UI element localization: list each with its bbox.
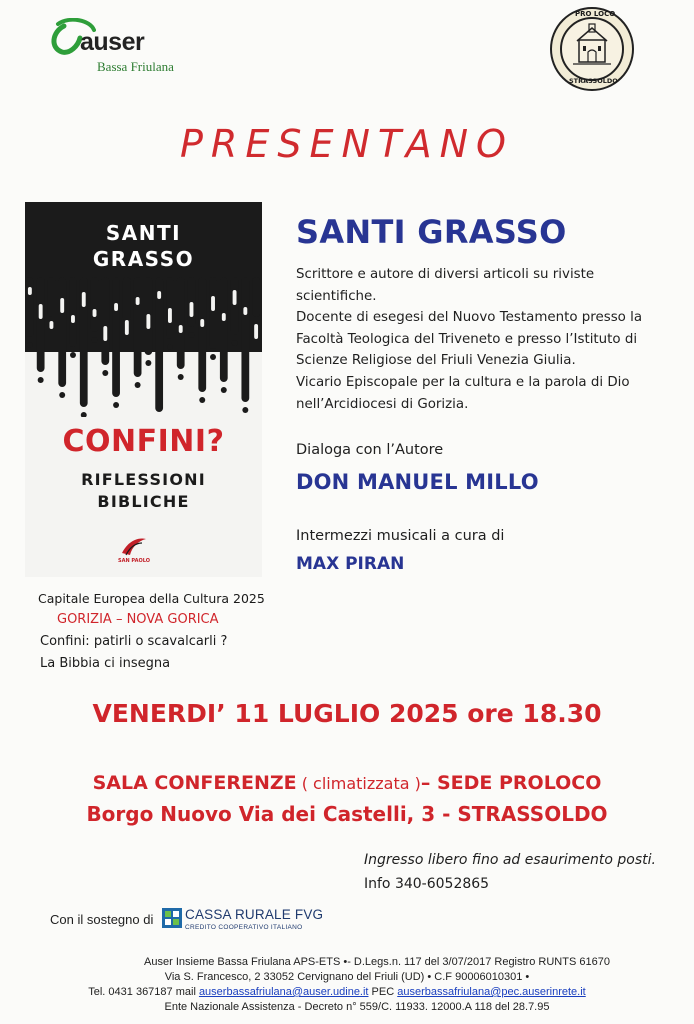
musician-name: MAX PIRAN: [296, 554, 405, 574]
drip-highlight: [136, 297, 140, 305]
caption-line4: La Bibbia ci insegna: [40, 656, 171, 671]
san-paolo-logo-icon: [120, 535, 148, 557]
drip-bar: [241, 277, 249, 402]
venue-place: – SEDE PROLOCO: [420, 772, 602, 794]
proloco-bottom-text: STRASSOLDO: [569, 77, 618, 85]
drip-dot: [38, 377, 44, 383]
drip-bar: [26, 277, 34, 337]
caption-line2: GORIZIA – NOVA GORICA: [57, 612, 219, 627]
drip-dot: [59, 392, 65, 398]
drip-bar: [48, 277, 56, 317]
speaker-name: SANTI GRASSO: [296, 213, 567, 251]
drip-dot: [210, 354, 216, 360]
venue-note: ( climatizzata ): [296, 774, 421, 793]
drip-dot: [92, 337, 98, 343]
drip-dot: [199, 397, 205, 403]
drip-highlight: [233, 290, 237, 305]
drip-bar: [220, 277, 228, 382]
dialoga-label: Dialoga con l’Autore: [296, 442, 444, 458]
auser-name: auser: [80, 28, 145, 56]
drip-highlight: [60, 298, 64, 313]
footer-phone: Tel. 0431 367187 mail: [88, 986, 199, 998]
drip-highlight: [39, 304, 43, 319]
speaker-bio-line: Vicario Episcopale per la cultura e la parola di Dio: [296, 374, 630, 390]
drip-highlight: [146, 314, 150, 329]
event-venue: [0, 772, 694, 794]
venue-name: SALA CONFERENZE: [92, 772, 297, 794]
drip-bar: [252, 277, 260, 317]
footer-line2: Via S. Francesco, 2 33052 Cervignano del Friuli (UD) • C.F 90006010301 •: [164, 971, 530, 983]
drip-dot: [113, 402, 119, 408]
book-author-line1: SANTI: [105, 221, 182, 245]
speaker-bio-line: Docente di esegesi del Nuovo Testamento presso la: [296, 310, 643, 326]
drip-highlight: [243, 307, 247, 315]
entry-note: Ingresso libero fino ad esaurimento posti.: [364, 852, 656, 868]
drip-highlight: [125, 320, 129, 335]
drip-dot: [145, 360, 151, 366]
proloco-seal: [549, 6, 635, 92]
drip-highlight: [222, 313, 226, 321]
footer-line3: [0, 986, 684, 998]
event-address: Borgo Nuovo Via dei Castelli, 3 - STRASSOLDO: [86, 802, 608, 826]
speaker-bio-line: nell’Arcidiocesi di Gorizia.: [296, 396, 469, 412]
book-publisher: SAN PAOLO: [118, 558, 150, 564]
moderator-name: DON MANUEL MILLO: [296, 470, 539, 494]
drip-dot: [135, 382, 141, 388]
drip-bar: [123, 277, 131, 322]
drip-dot: [178, 374, 184, 380]
drip-highlight: [200, 319, 204, 327]
caption-line3: Confini: patirli o scavalcarli ?: [40, 634, 228, 649]
proloco-top-text: PRO LOCO: [575, 10, 616, 18]
sponsor-name: CASSA RURALE FVG: [185, 907, 324, 922]
book-drip-pattern-icon: [25, 277, 262, 417]
drip-bar: [58, 277, 66, 387]
drip-highlight: [190, 302, 194, 317]
drip-bar: [37, 277, 45, 372]
drip-highlight: [71, 315, 75, 323]
drip-highlight: [157, 291, 161, 299]
speaker-bio-line: Facoltà Teologica del Triveneto e presso l’Istituto di: [296, 331, 638, 347]
speaker-bio-line: Scienze Religiose del Friuli Venezia Giulia.: [296, 353, 576, 369]
drip-highlight: [28, 287, 32, 295]
drip-bar: [177, 277, 185, 369]
cassa-rurale-logo-icon: [162, 908, 182, 928]
drip-highlight: [168, 308, 172, 323]
drip-highlight: [49, 321, 53, 329]
book-subtitle-line1: RIFLESSIONI: [81, 470, 206, 489]
auser-subtitle: Bassa Friulana: [97, 59, 174, 74]
drip-highlight: [93, 309, 97, 317]
drip-highlight: [114, 303, 118, 311]
sponsor-subtitle: CREDITO COOPERATIVO ITALIANO: [185, 924, 303, 931]
footer-email-link[interactable]: auserbassafriulana@auser.udine.it: [198, 986, 369, 998]
drip-bar: [69, 277, 77, 347]
drip-bar: [91, 277, 99, 332]
drip-highlight: [82, 292, 86, 307]
drip-bar: [166, 277, 174, 339]
book-cover: [25, 202, 262, 577]
drip-dot: [70, 352, 76, 358]
page-title: PRESENTANO: [180, 122, 514, 166]
caption-line1: Capitale Europea della Cultura 2025: [38, 591, 265, 606]
drip-dot: [27, 342, 33, 348]
speaker-bio-line: scientifiche.: [296, 288, 377, 304]
book-title: CONFINI?: [62, 424, 225, 459]
drip-dot: [232, 340, 238, 346]
drip-highlight: [103, 326, 107, 341]
drip-bar: [209, 277, 217, 349]
book-author: [25, 220, 262, 272]
drip-bar: [188, 277, 196, 327]
sponsor-label: Con il sostegno di: [50, 912, 154, 927]
event-date: VENERDI’ 11 LUGLIO 2025 ore 18.30: [92, 699, 602, 728]
book-author-line2: GRASSO: [92, 247, 195, 271]
auser-logo: [50, 18, 210, 78]
book-subtitle-line2: BIBLICHE: [97, 492, 190, 511]
drip-bar: [231, 277, 239, 335]
drip-dot: [102, 370, 108, 376]
drip-bar: [134, 277, 142, 377]
drip-highlight: [211, 296, 215, 311]
drip-dot: [167, 344, 173, 350]
footer-pec-label: PEC: [368, 986, 398, 998]
drip-dot: [242, 407, 248, 413]
drip-bar: [198, 277, 206, 392]
music-label: Intermezzi musicali a cura di: [296, 528, 505, 544]
drip-highlight: [254, 324, 258, 339]
speaker-bio-line: Scrittore e autore di diversi articoli su riviste: [296, 267, 595, 282]
drip-dot: [81, 412, 87, 417]
drip-bar: [112, 277, 120, 397]
drip-bar: [101, 277, 109, 365]
drip-dot: [188, 332, 194, 338]
speaker-bio: [296, 264, 681, 415]
drip-dot: [221, 387, 227, 393]
footer-pec-link[interactable]: auserbassafriulana@pec.auserinrete.it: [397, 986, 586, 998]
footer-line4: Ente Nazionale Assistenza - Decreto n° 559/C. 11933. 12000.A 118 del 28.7.95: [164, 1001, 550, 1013]
info-phone: Info 340-6052865: [364, 876, 490, 892]
footer-line1: Auser Insieme Bassa Friulana APS-ETS •- D.Legs.n. 117 del 3/07/2017 Registro RUNTS 61670: [144, 956, 610, 968]
drip-highlight: [179, 325, 183, 333]
